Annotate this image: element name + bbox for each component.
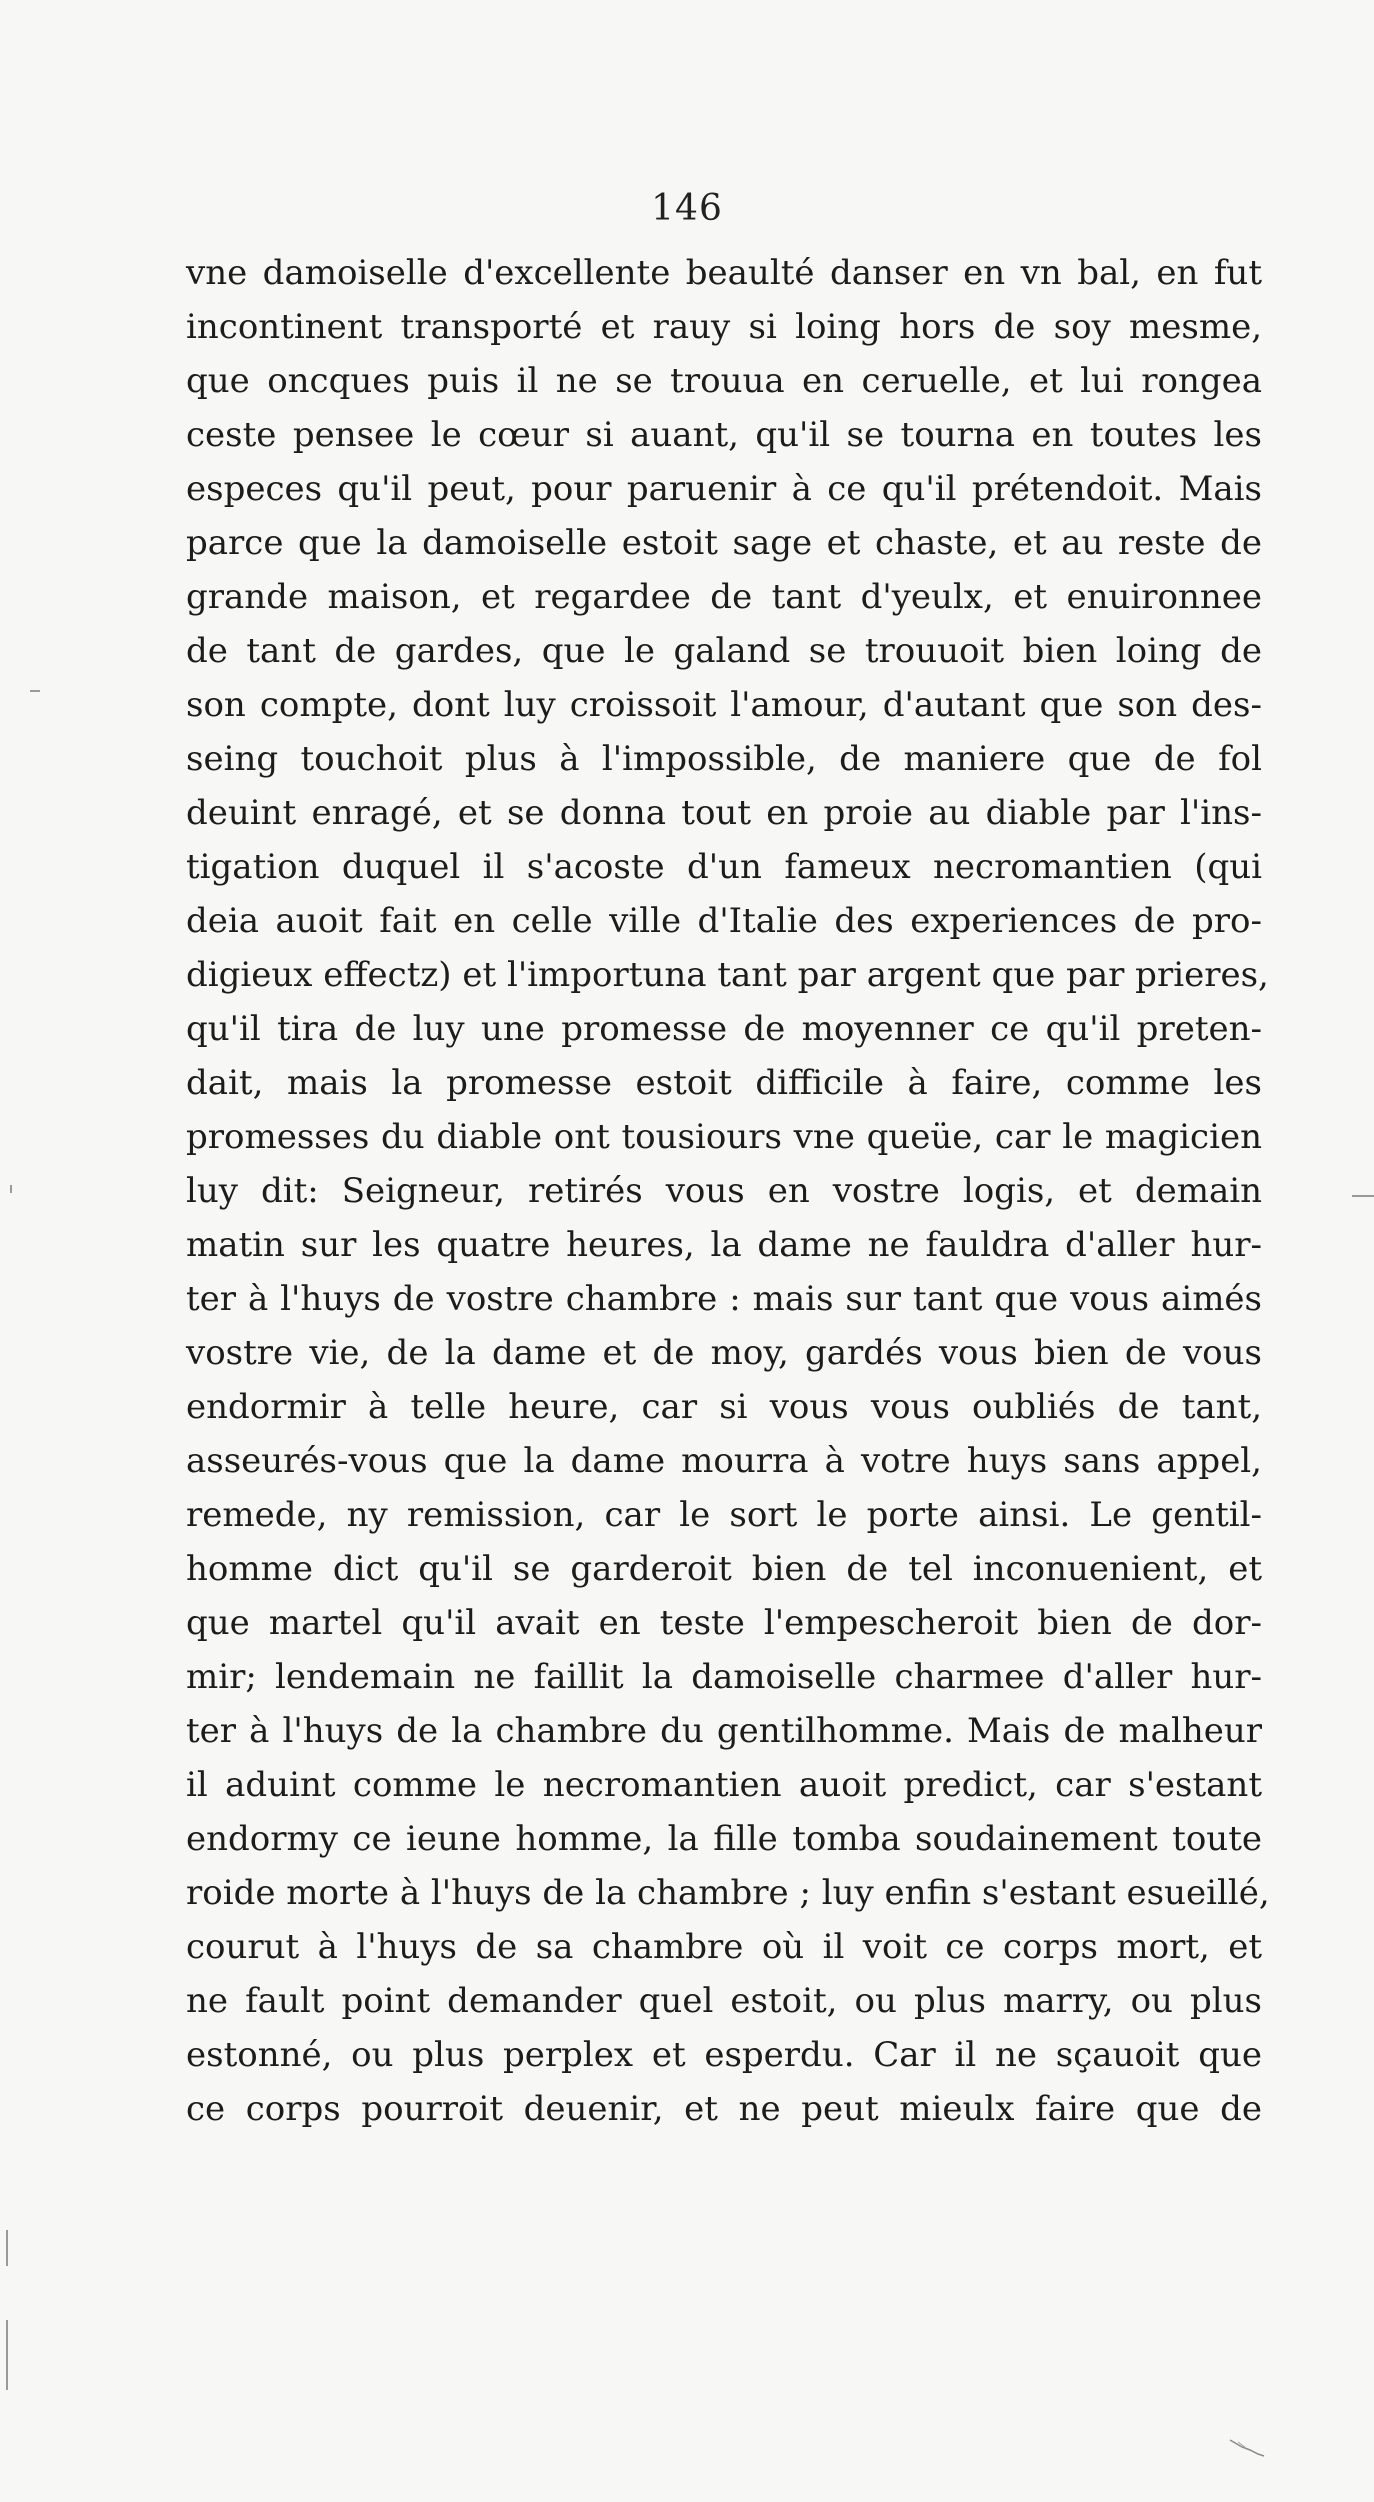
text-line: promesses du diable ont tousiours vne queüe, car le magicien: [186, 1117, 1262, 1157]
text-line: son compte, dont luy croissoit l'amour, d'autant que son des-: [186, 685, 1262, 725]
page-edge-mark: [6, 2230, 8, 2266]
text-line: il aduint comme le necromantien auoit predict, car s'estant: [186, 1765, 1262, 1805]
text-line: deia auoit fait en celle ville d'Italie des experiences de pro-: [186, 901, 1262, 941]
text-line: seing touchoit plus à l'impossible, de maniere que de fol: [186, 739, 1262, 779]
text-line: incontinent transporté et rauy si loing hors de soy mesme,: [186, 307, 1262, 347]
text-line: asseurés-vous que la dame mourra à votre huys sans appel,: [186, 1441, 1262, 1481]
body-text: [186, 246, 1270, 2136]
text-line: ceste pensee le cœur si auant, qu'il se tourna en toutes les: [186, 415, 1262, 455]
text-line: matin sur les quatre heures, la dame ne fauldra d'aller hur-: [186, 1225, 1262, 1265]
text-line: especes qu'il peut, pour paruenir à ce qu'il prétendoit. Mais: [186, 469, 1262, 509]
ink-smudge: [1228, 2438, 1266, 2458]
text-line: mir; lendemain ne faillit la damoiselle charmee d'aller hur-: [186, 1657, 1262, 1697]
margin-mark: [1352, 1195, 1374, 1197]
text-line: luy dit: Seigneur, retirés vous en vostre logis, et demain: [186, 1171, 1262, 1211]
text-line: vostre vie, de la dame et de moy, gardés vous bien de vous: [186, 1333, 1262, 1373]
text-line: parce que la damoiselle estoit sage et chaste, et au reste de: [186, 523, 1262, 563]
text-line: tigation duquel il s'acoste d'un fameux necromantien (qui: [186, 847, 1262, 887]
text-line: grande maison, et regardee de tant d'yeulx, et enuironnee: [186, 577, 1262, 617]
page-number: 146: [651, 188, 723, 229]
text-line: digieux effectz) et l'importuna tant par argent que par prieres,: [186, 955, 1269, 995]
text-line: que oncques puis il ne se trouua en ceruelle, et lui rongea: [186, 361, 1262, 401]
text-line: remede, ny remission, car le sort le porte ainsi. Le gentil-: [186, 1495, 1262, 1535]
margin-mark: [10, 1185, 12, 1193]
text-line: ne fault point demander quel estoit, ou plus marry, ou plus: [186, 1981, 1262, 2021]
text-line: endormy ce ieune homme, la fille tomba soudainement toute: [186, 1819, 1262, 1859]
text-line: ce corps pourroit deuenir, et ne peut mieulx faire que de: [186, 2089, 1262, 2129]
text-line: de tant de gardes, que le galand se trouuoit bien loing de: [186, 631, 1262, 671]
text-line: roide morte à l'huys de la chambre ; luy enfin s'estant esueillé,: [186, 1873, 1270, 1913]
text-line: dait, mais la promesse estoit difficile à faire, comme les: [186, 1063, 1262, 1103]
text-line: vne damoiselle d'excellente beaulté danser en vn bal, en fut: [186, 253, 1262, 293]
text-line: qu'il tira de luy une promesse de moyenner ce qu'il preten-: [186, 1009, 1262, 1049]
text-line: ter à l'huys de la chambre du gentilhomme. Mais de malheur: [186, 1711, 1262, 1751]
text-line: deuint enragé, et se donna tout en proie au diable par l'ins-: [186, 793, 1262, 833]
page-edge-mark: [6, 2320, 8, 2390]
text-line: que martel qu'il avait en teste l'empescheroit bien de dor-: [186, 1603, 1262, 1643]
text-line: homme dict qu'il se garderoit bien de tel inconuenient, et: [186, 1549, 1262, 1589]
text-line: courut à l'huys de sa chambre où il voit ce corps mort, et: [186, 1927, 1262, 1967]
margin-mark: [30, 690, 40, 692]
text-line: endormir à telle heure, car si vous vous oubliés de tant,: [186, 1387, 1262, 1427]
text-line: ter à l'huys de vostre chambre : mais sur tant que vous aimés: [186, 1279, 1262, 1319]
text-line: estonné, ou plus perplex et esperdu. Car il ne sçauoit que: [186, 2035, 1262, 2075]
